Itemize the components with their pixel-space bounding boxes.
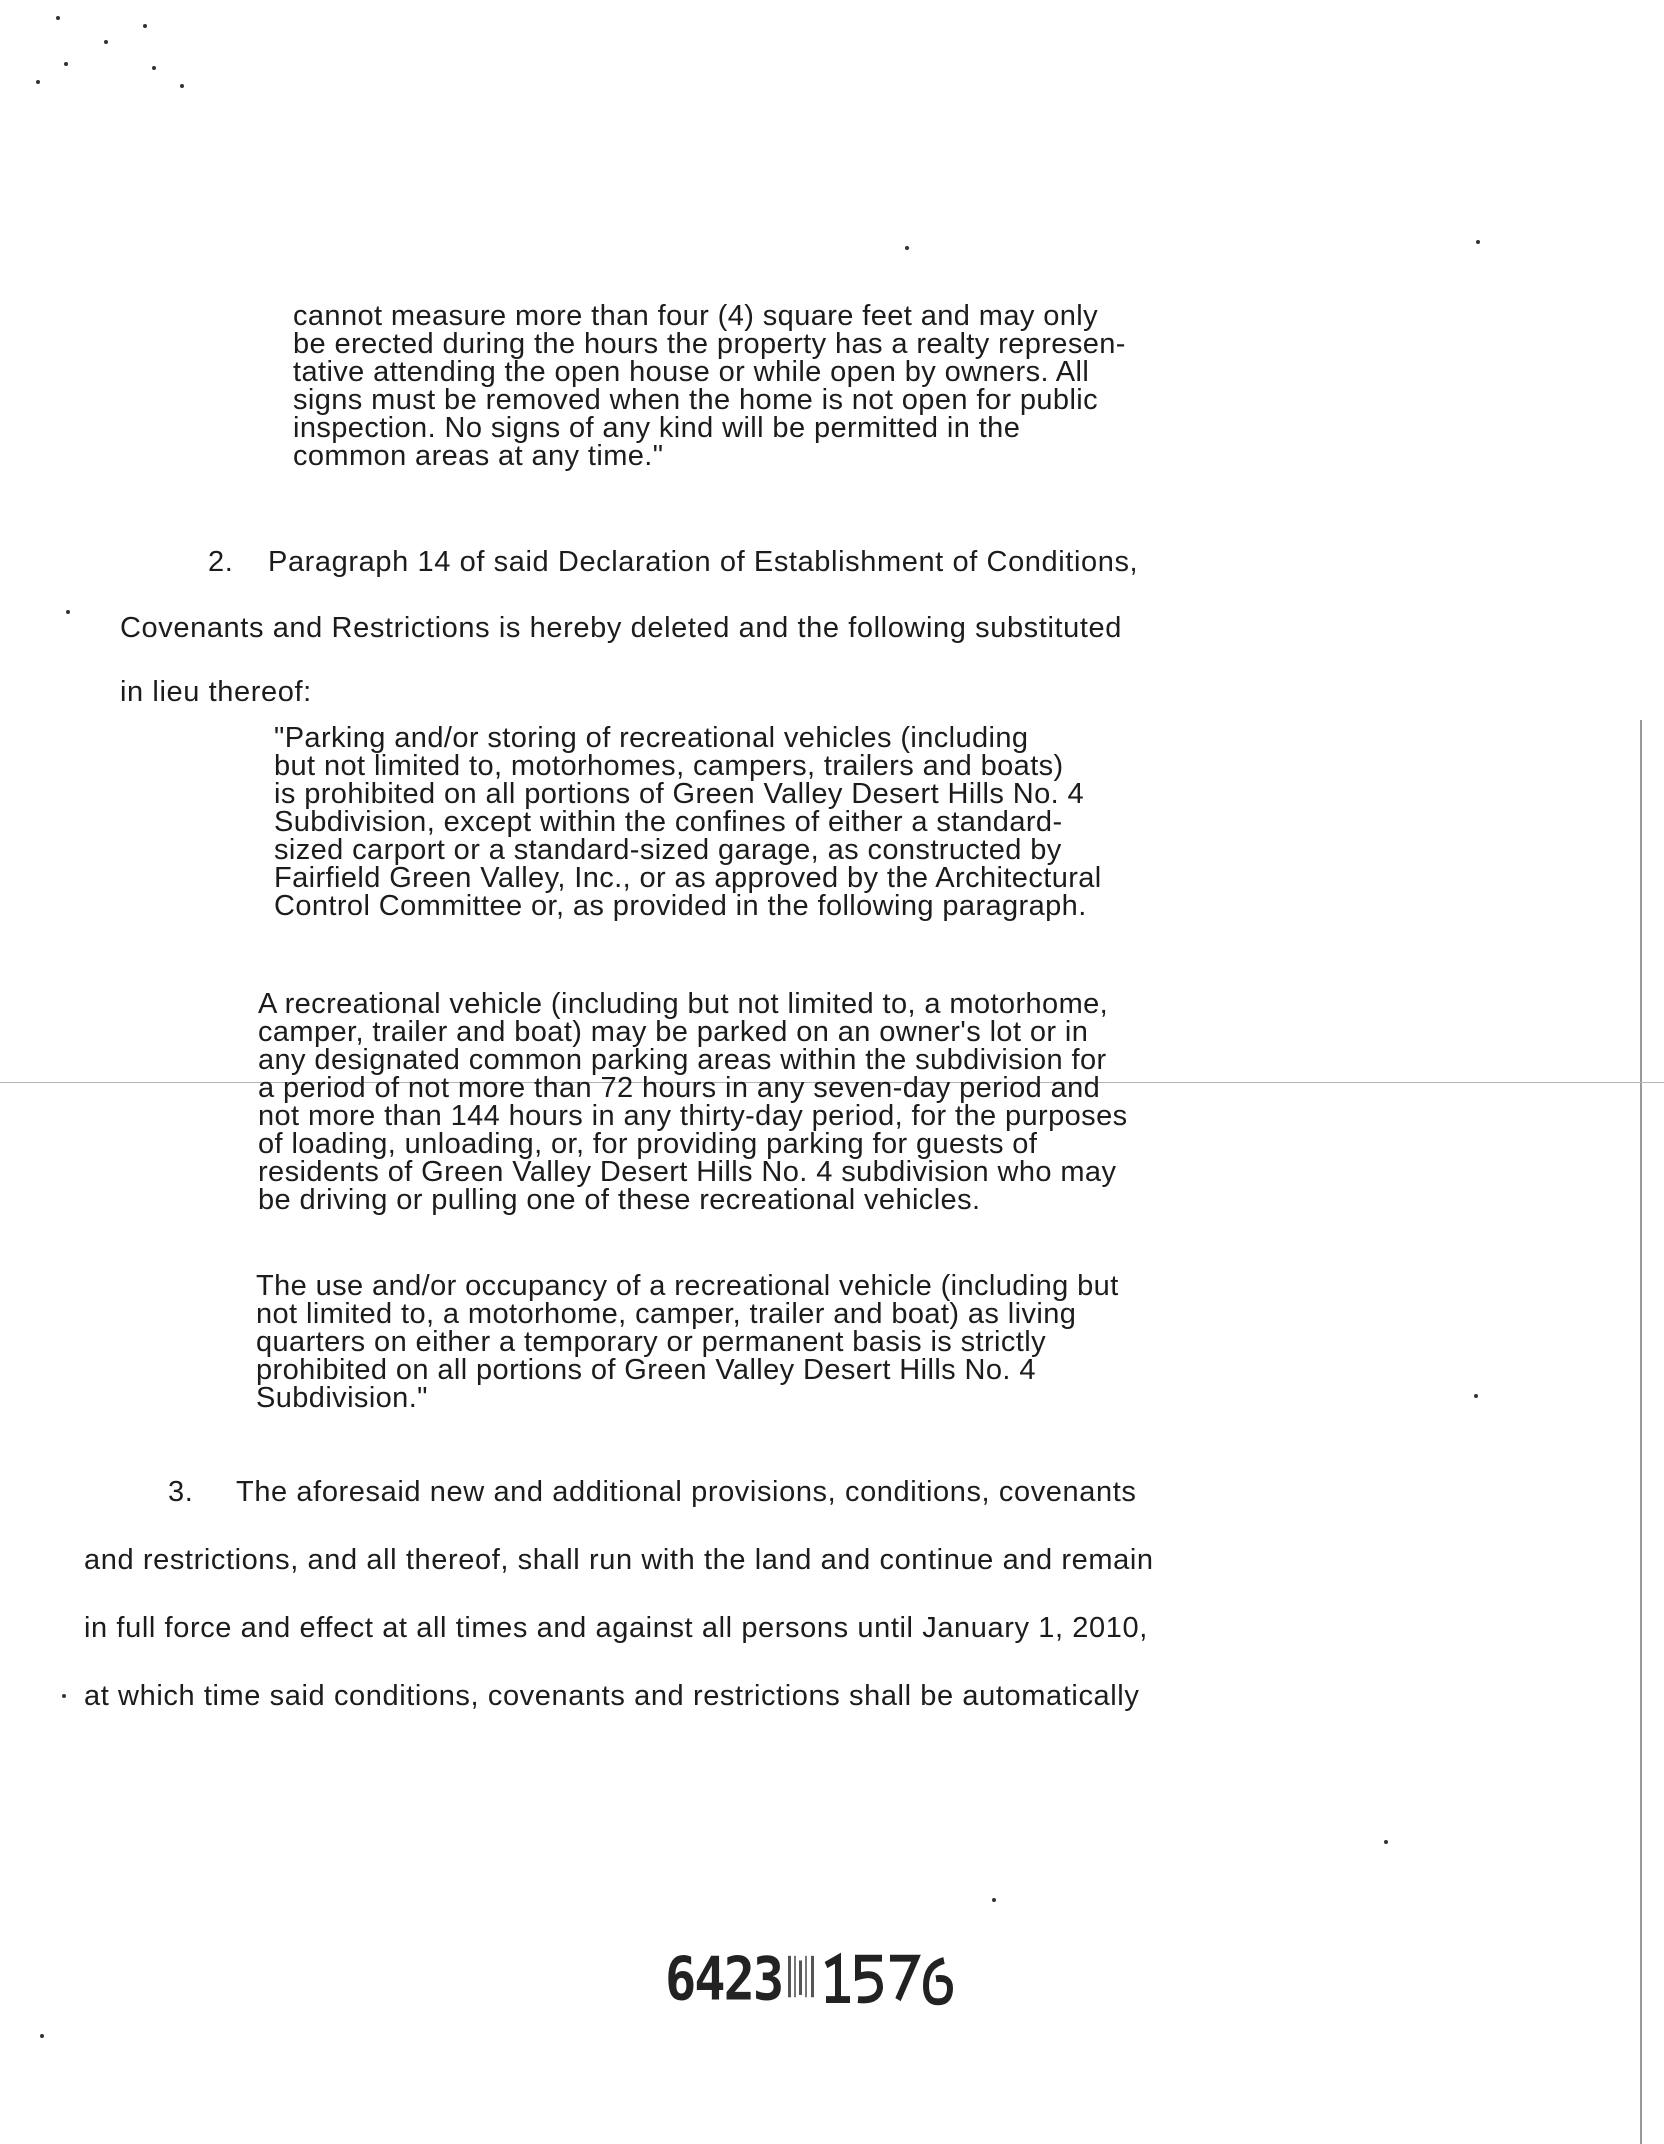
paragraph-3 xyxy=(84,1458,1154,1730)
text-line: common areas at any time." xyxy=(293,440,664,472)
text-line: quarters on either a temporary or permanent basis is strictly xyxy=(256,1326,1046,1358)
text-line: camper, trailer and boat) may be parked on an owner's lot or in xyxy=(258,1016,1089,1048)
text-line: Covenants and Restrictions is hereby deleted and the following substituted xyxy=(120,612,1122,644)
text-line: but not limited to, motorhomes, campers, trailers and boats) xyxy=(274,750,1064,782)
scan-speck xyxy=(64,62,68,66)
quote-continuation xyxy=(293,302,1126,470)
scan-speck xyxy=(180,84,184,88)
text-line: signs must be removed when the home is not open for public xyxy=(293,384,1099,416)
text-line: be driving or pulling one of these recreational vehicles. xyxy=(258,1184,981,1216)
text-line: in lieu thereof: xyxy=(120,676,312,708)
recording-stamp xyxy=(665,1946,986,2015)
stamp-smudge-icon xyxy=(786,1949,986,2007)
paragraph-number: 3. xyxy=(168,1476,194,1508)
scan-speck xyxy=(1384,1840,1388,1844)
text-line: a period of not more than 72 hours in any seven-day period and xyxy=(258,1072,1101,1104)
text-line: residents of Green Valley Desert Hills No. 4 subdivision who may xyxy=(258,1156,1117,1188)
text-line: Fairfield Green Valley, Inc., or as approved by the Architectural xyxy=(274,862,1102,894)
text-line: in full force and effect at all times and against all persons until January 1, 2010, xyxy=(84,1612,1148,1644)
text-line: Subdivision, except within the confines of either a standard- xyxy=(274,806,1063,838)
quote-parking xyxy=(274,724,1102,920)
scan-speck xyxy=(143,24,147,28)
text-line: at which time said conditions, covenants and restrictions shall be automatically xyxy=(84,1680,1140,1712)
text-line: cannot measure more than four (4) square feet and may only xyxy=(293,300,1099,332)
text-line: Control Committee or, as provided in the following paragraph. xyxy=(274,890,1087,922)
text-line: not limited to, a motorhome, camper, trailer and boat) as living xyxy=(256,1298,1077,1330)
scan-speck xyxy=(40,2034,44,2038)
paragraph-2 xyxy=(120,528,1138,726)
scan-speck xyxy=(104,40,108,44)
text-line: sized carport or a standard-sized garage, as constructed by xyxy=(274,834,1062,866)
scan-speck xyxy=(905,246,909,250)
scan-speck xyxy=(66,610,70,614)
text-line: is prohibited on all portions of Green Valley Desert Hills No. 4 xyxy=(274,778,1085,810)
text-line: inspection. No signs of any kind will be permitted in the xyxy=(293,412,1021,444)
scan-speck xyxy=(152,66,156,70)
stamp-number: 6423 xyxy=(665,1945,783,2015)
quote-rv-parking xyxy=(258,990,1128,1214)
scan-speck xyxy=(36,80,40,84)
text-line: tative attending the open house or while open by owners. All xyxy=(293,356,1090,388)
quote-rv-use xyxy=(256,1272,1119,1412)
text-line: and restrictions, and all thereof, shall run with the land and continue and remain xyxy=(84,1544,1154,1576)
scan-speck xyxy=(62,1694,66,1698)
scan-edge-line xyxy=(1640,720,1642,2144)
text-line: not more than 144 hours in any thirty-day period, for the purposes xyxy=(258,1100,1128,1132)
text-line: The aforesaid new and additional provisions, conditions, covenants xyxy=(236,1476,1137,1508)
text-line: of loading, unloading, or, for providing parking for guests of xyxy=(258,1128,1038,1160)
text-line: Paragraph 14 of said Declaration of Establishment of Conditions, xyxy=(268,546,1139,578)
paragraph-first-line xyxy=(120,528,1138,596)
text-line: any designated common parking areas within the subdivision for xyxy=(258,1044,1107,1076)
text-line: A recreational vehicle (including but not limited to, a motorhome, xyxy=(258,988,1109,1020)
text-line: prohibited on all portions of Green Valley Desert Hills No. 4 xyxy=(256,1354,1036,1386)
scan-speck xyxy=(1474,1394,1478,1398)
scan-speck xyxy=(992,1898,996,1902)
text-line: be erected during the hours the property has a realty represen- xyxy=(293,328,1126,360)
scan-speck xyxy=(1476,240,1480,244)
text-line: "Parking and/or storing of recreational vehicles (including xyxy=(274,722,1029,754)
text-line: Subdivision." xyxy=(256,1382,428,1414)
paragraph-first-line xyxy=(84,1458,1154,1526)
paragraph-number: 2. xyxy=(208,546,234,578)
scan-speck xyxy=(56,16,60,20)
text-line: The use and/or occupancy of a recreational vehicle (including but xyxy=(256,1270,1119,1302)
